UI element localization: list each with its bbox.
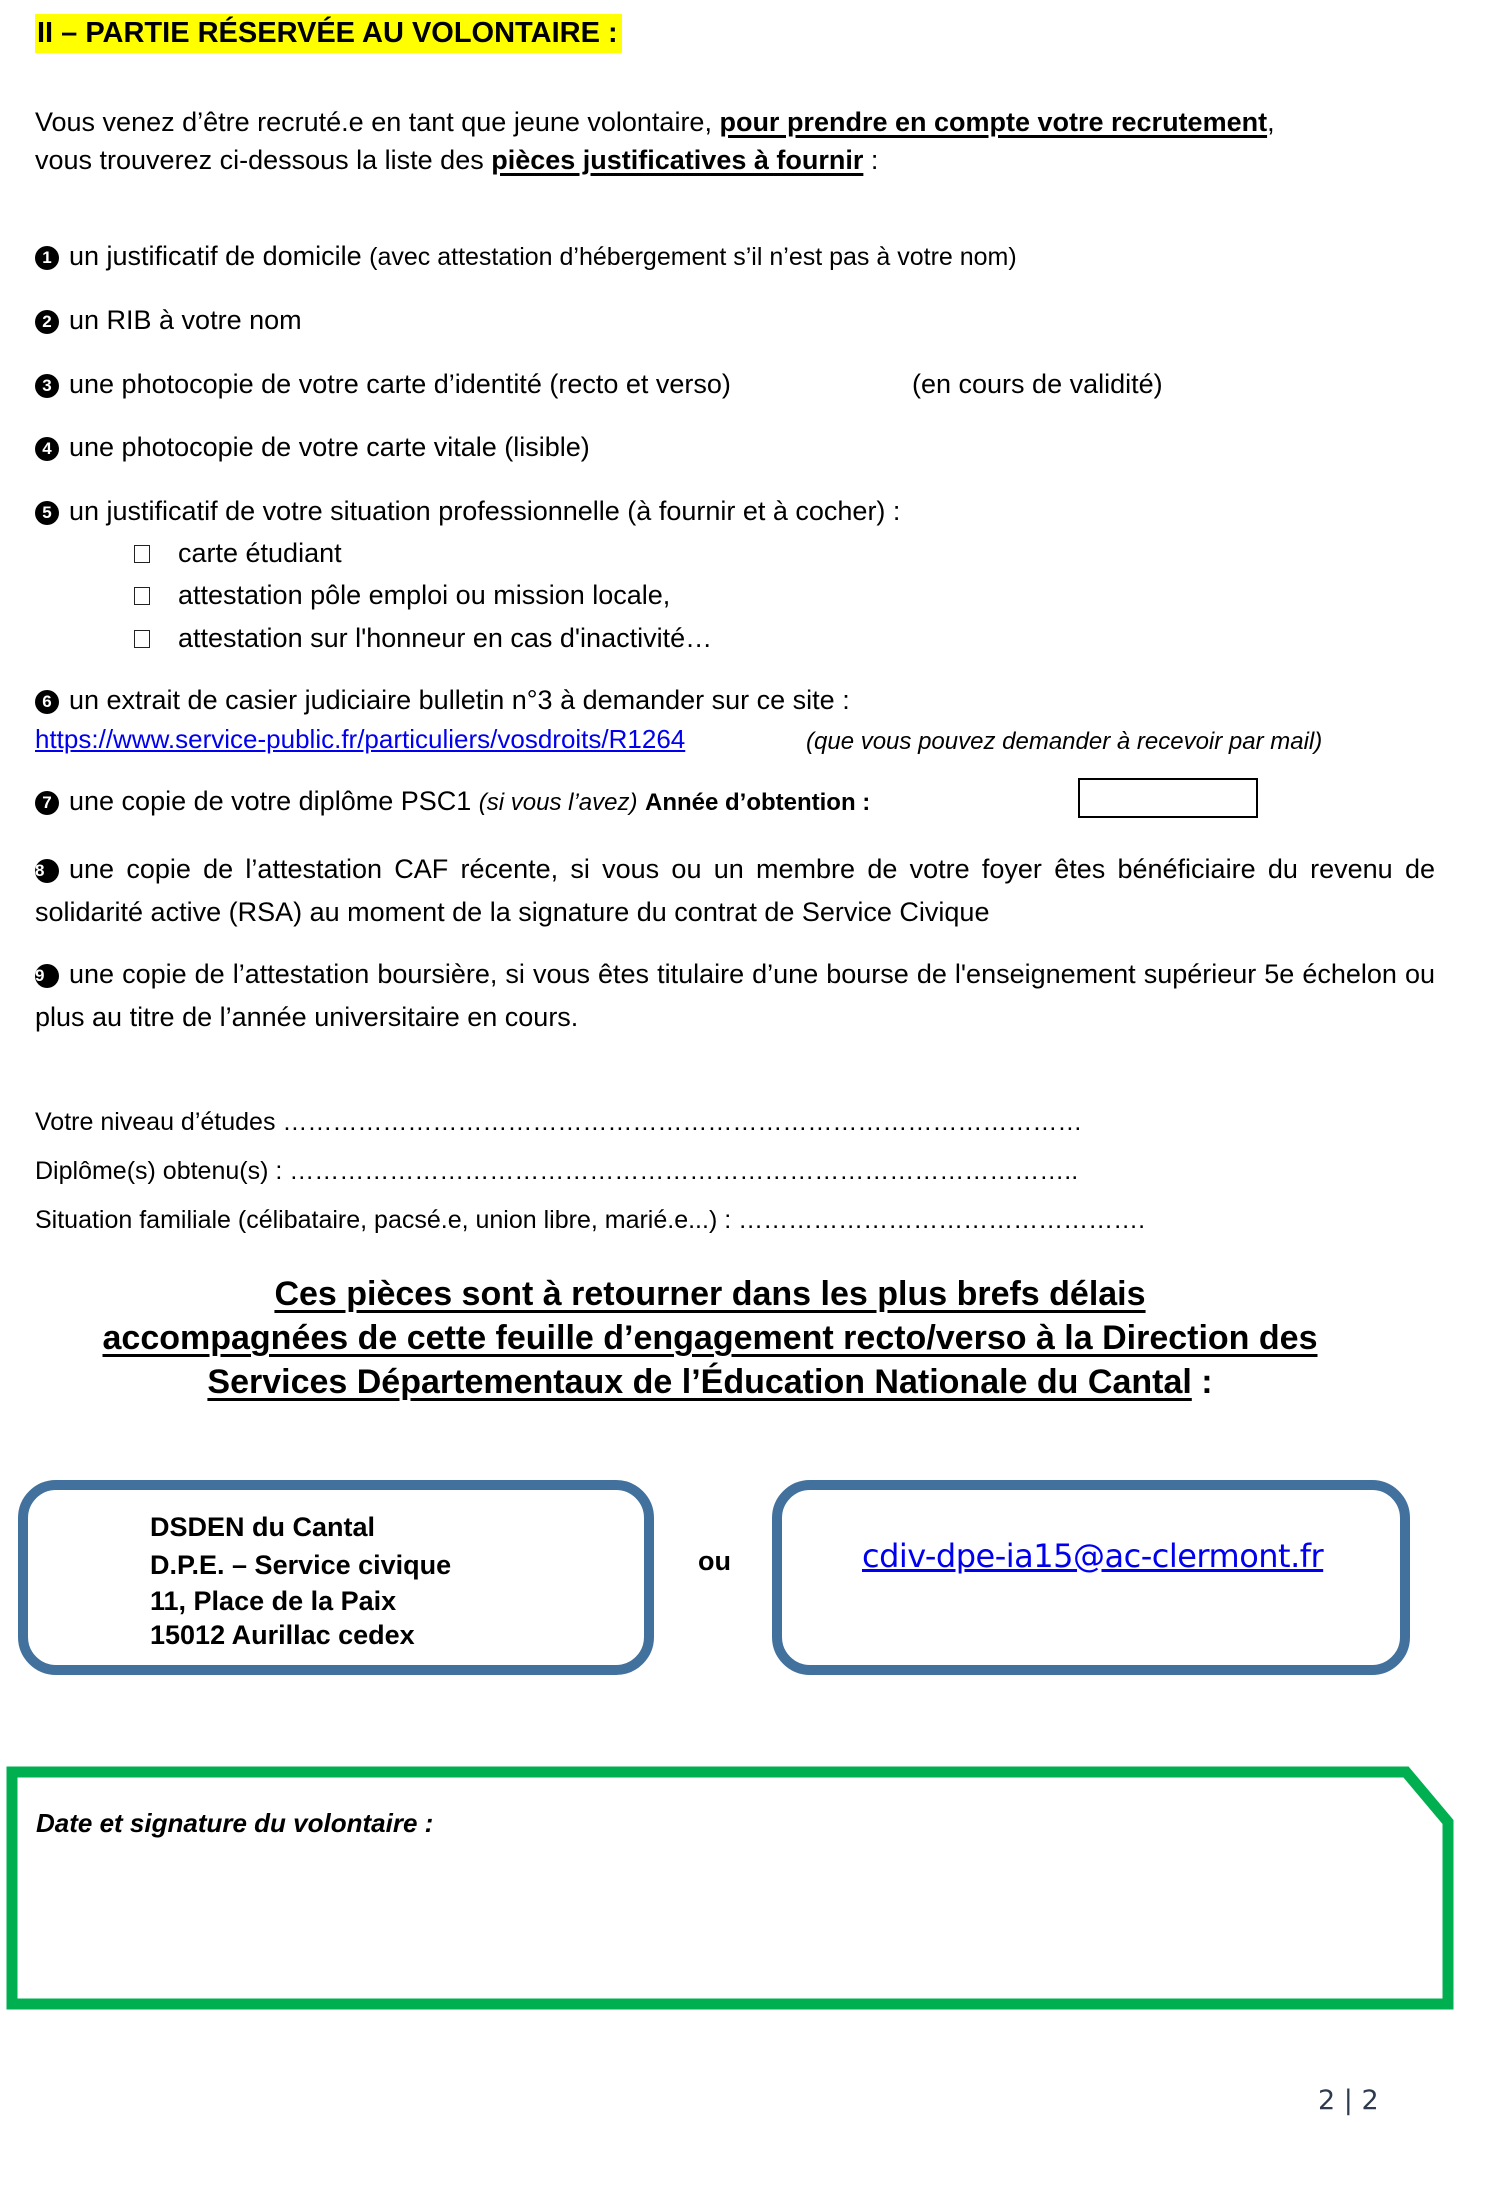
number-3-icon: 3 (35, 374, 59, 398)
option-pole-emploi[interactable] (134, 579, 670, 611)
field-dotted-line[interactable]: …………………………………………………………………………………… (282, 1108, 1083, 1136)
email-link[interactable]: cdiv-dpe-ia15@ac-clermont.fr (862, 1537, 1324, 1575)
number-5-icon: 5 (35, 501, 59, 525)
number-8-icon: 8 (35, 859, 59, 883)
checkbox[interactable] (134, 545, 150, 563)
intro-text: vous trouverez ci-dessous la liste des (35, 145, 492, 175)
field-diplomas[interactable] (35, 1157, 1078, 1186)
service-public-link[interactable]: https://www.service-public.fr/particuliers/vosdroits/R1264 (35, 724, 686, 754)
intro-line-2 (35, 144, 878, 176)
item-note: (avec attestation d’hébergement s’il n’est pas à votre nom) (369, 243, 1017, 271)
list-item-5 (35, 495, 900, 527)
return-heading-line-1 (0, 1272, 1420, 1316)
intro-punctuation: : (863, 145, 879, 175)
page-number: 2 | 2 (1318, 2085, 1379, 2116)
intro-punctuation: , (1267, 107, 1275, 137)
item-text: un justificatif de votre situation professionnelle (à fournir et à cocher) : (69, 496, 901, 526)
return-heading-line-3 (0, 1360, 1420, 1404)
number-4-icon: 4 (35, 437, 59, 461)
or-label: ou (698, 1546, 731, 1576)
number-6-icon: 6 (35, 690, 59, 714)
item-text: un extrait de casier judiciaire bulletin n°3 à demander sur ce site : (69, 685, 850, 715)
list-item-6 (35, 684, 850, 716)
signature-area[interactable] (30, 1850, 1420, 1990)
number-2-icon: 2 (35, 310, 59, 334)
field-family-situation[interactable] (35, 1206, 1145, 1235)
postal-address (150, 1510, 451, 1652)
heading-text: accompagnées de cette feuille d’engagement recto/verso à la Direction des (102, 1319, 1318, 1357)
item-text: une photocopie de votre carte vitale (lisible) (69, 432, 590, 462)
list-item-4 (35, 431, 590, 463)
item-note: (si vous l’avez) (478, 789, 638, 816)
intro-emphasis-recruitment: pour prendre en compte votre recrutement (719, 107, 1268, 137)
option-attestation-honneur[interactable] (134, 622, 712, 654)
year-obtained-input[interactable] (1078, 778, 1258, 818)
item-text: un justificatif de domicile (69, 241, 370, 271)
intro-line-1 (35, 106, 1275, 138)
item-text: une copie de votre diplôme PSC1 (69, 786, 479, 816)
address-line: DSDEN du Cantal (150, 1512, 376, 1542)
return-heading-line-2 (0, 1316, 1420, 1360)
heading-punctuation: : (1191, 1363, 1213, 1401)
address-line: 15012 Aurillac cedex (150, 1620, 415, 1650)
year-label: Année d’obtention : (644, 789, 871, 816)
intro-text: Vous venez d’être recruté.e en tant que jeune volontaire, (35, 107, 720, 137)
item-6-note: (que vous pouvez demander à recevoir par mail) (806, 728, 1323, 755)
list-item-9 (35, 953, 1435, 1039)
list-item-2 (35, 304, 302, 336)
field-label: Votre niveau d’études (35, 1108, 283, 1136)
item-text: une photocopie de votre carte d’identité (recto et verso) (69, 369, 731, 399)
list-item-8 (35, 848, 1435, 934)
option-carte-etudiant[interactable] (134, 537, 342, 569)
item-text: une copie de l’attestation boursière, si vous êtes titulaire d’une bourse de l'enseignement supérieur 5e échelon ou plus au titre de l’année universitaire en cours. (35, 959, 1435, 1032)
intro-emphasis-documents: pièces justificatives à fournir (491, 145, 864, 175)
item-3-note: (en cours de validité) (912, 369, 1163, 399)
field-label: Situation familiale (célibataire, pacsé.e, union libre, marié.e...) : (35, 1206, 739, 1234)
option-label: attestation pôle emploi ou mission locale, (178, 580, 671, 610)
item-6-link-row (35, 724, 685, 755)
option-label: attestation sur l'honneur en cas d'inactivité… (178, 623, 713, 653)
field-dotted-line[interactable]: …………………………………………. (738, 1206, 1146, 1234)
checkbox[interactable] (134, 630, 150, 648)
email-address-box (772, 1480, 1410, 1675)
heading-text: Services Départementaux de l’Éducation Nationale du Cantal (207, 1363, 1192, 1401)
address-line: 11, Place de la Paix (150, 1586, 397, 1616)
address-line: D.P.E. – Service civique (150, 1550, 452, 1580)
number-1-icon: 1 (35, 246, 59, 270)
section-title: II – PARTIE RÉSERVÉE AU VOLONTAIRE : (35, 14, 622, 53)
checkbox[interactable] (134, 587, 150, 605)
number-7-icon: 7 (35, 791, 59, 815)
list-item-1 (35, 240, 1017, 273)
list-item-3 (35, 368, 731, 400)
field-education-level[interactable] (35, 1108, 1082, 1137)
item-text: une copie de l’attestation CAF récente, si vous ou un membre de votre foyer êtes bénéficiaire du revenu de solidarité active (RSA) au moment de la signature du contrat de Service Civique (35, 854, 1435, 927)
option-label: carte étudiant (178, 538, 342, 568)
field-dotted-line[interactable]: ………………………………………………………………………………….. (289, 1157, 1079, 1185)
heading-text: Ces pièces sont à retourner dans les plus brefs délais (274, 1275, 1146, 1313)
field-label: Diplôme(s) obtenu(s) : (35, 1157, 290, 1185)
number-9-icon: 9 (35, 964, 59, 988)
item-text: un RIB à votre nom (69, 305, 302, 335)
signature-label: Date et signature du volontaire : (36, 1808, 434, 1838)
list-item-7 (35, 785, 870, 819)
